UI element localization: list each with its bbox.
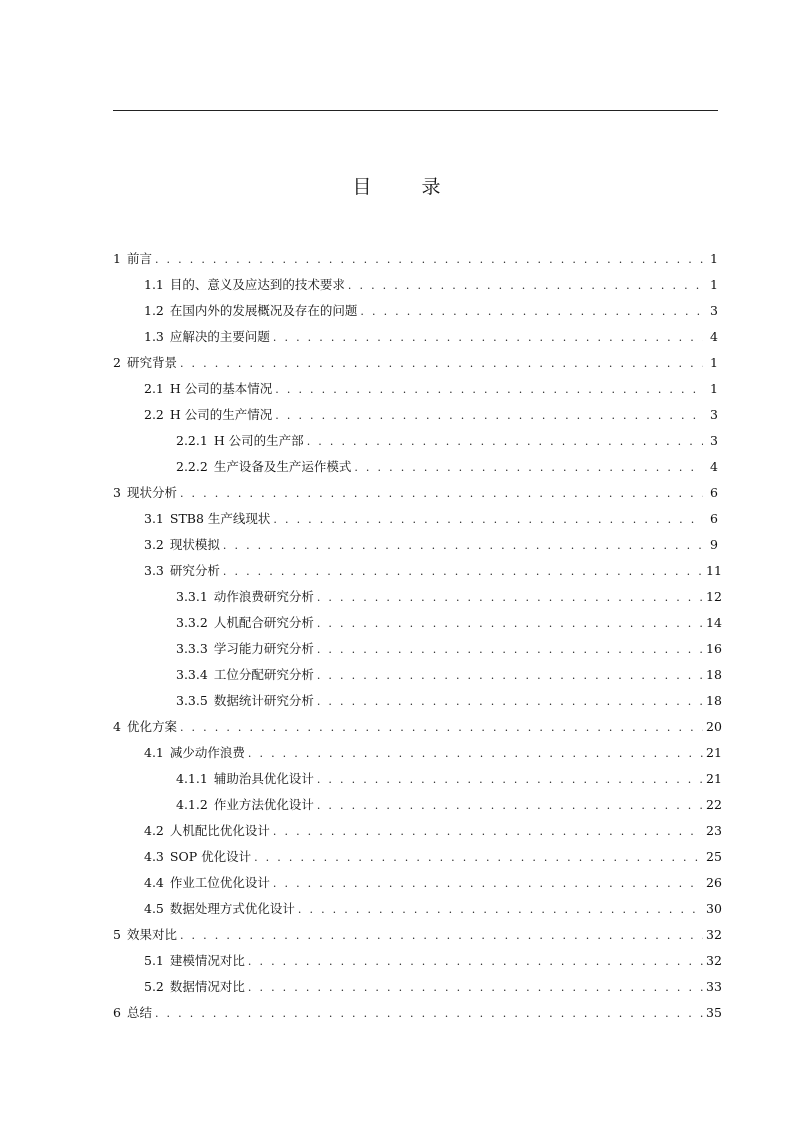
toc-entry-number: 5.2 [144,979,164,994]
toc-leader-dots [317,689,703,715]
toc-entry[interactable] [113,402,718,428]
toc-entry-label [113,714,177,740]
table-of-contents [113,246,722,1026]
toc-page-number: 26 [706,875,722,890]
toc-entry-number: 4.2 [144,823,164,838]
toc-entry-number: 1.1 [144,277,164,292]
toc-leader-dots [360,299,703,325]
toc-page-number: 6 [710,485,718,500]
toc-entry-number: 5.1 [144,953,164,968]
toc-entry[interactable] [113,844,722,870]
toc-entry-label [176,584,314,610]
toc-page-number: 21 [706,745,722,760]
toc-entry[interactable] [113,662,722,688]
toc-entry[interactable] [113,948,722,974]
toc-entry[interactable] [113,532,718,558]
toc-leader-dots [248,741,703,767]
toc-entry-text: 总结 [126,1005,152,1020]
toc-entry[interactable] [113,376,718,402]
toc-page-number: 3 [710,407,718,422]
toc-leader-dots [155,1001,703,1027]
toc-entry-label [144,272,345,298]
toc-leader-dots [298,897,703,923]
toc-entry-number: 2.1 [144,381,164,396]
toc-page-number: 6 [710,511,718,526]
toc-entry[interactable] [113,818,722,844]
toc-leader-dots [275,377,703,403]
toc-entry-label [144,558,220,584]
toc-entry[interactable] [113,766,722,792]
toc-entry[interactable] [113,792,722,818]
toc-page-number: 23 [706,823,722,838]
toc-entry[interactable] [113,688,722,714]
toc-entry-text: 工位分配研究分析 [213,667,314,682]
toc-page-number: 3 [710,433,718,448]
toc-entry-label [144,818,270,844]
toc-entry-number: 6 [113,1005,121,1020]
toc-leader-dots [317,585,703,611]
toc-page-number: 30 [706,901,722,916]
toc-page-number: 32 [706,927,722,942]
toc-leader-dots [317,611,703,637]
toc-entry-label [144,948,245,974]
toc-entry-text: 现状分析 [126,485,177,500]
toc-entry-text: 作业方法优化设计 [213,797,314,812]
toc-entry-number: 3.3.2 [176,615,208,630]
toc-entry-label [144,896,295,922]
toc-leader-dots [180,481,703,507]
toc-entry-label [144,844,251,870]
toc-entry-number: 3.1 [144,511,164,526]
toc-entry-text: 数据统计研究分析 [213,693,314,708]
toc-entry-label [113,922,177,948]
toc-entry[interactable] [113,1000,722,1026]
toc-page-number: 4 [710,459,718,474]
toc-page-number: 1 [710,277,718,292]
toc-entry-number: 3.3.3 [176,641,208,656]
toc-entry[interactable] [113,480,718,506]
toc-entry-number: 4.1.1 [176,771,208,786]
toc-page-number: 14 [706,615,722,630]
toc-entry-number: 3.3 [144,563,164,578]
toc-leader-dots [317,663,703,689]
toc-entry-number: 1.3 [144,329,164,344]
toc-leader-dots [275,403,703,429]
page-title: 目 录 [352,176,463,198]
toc-entry-text: 在国内外的发展概况及存在的问题 [169,303,358,318]
toc-page-number: 4 [710,329,718,344]
toc-page-number: 1 [710,355,718,370]
toc-entry-label [176,766,314,792]
toc-entry-text: 目的、意义及应达到的技术要求 [169,277,345,292]
toc-entry-number: 3.3.4 [176,667,208,682]
toc-entry-label [144,506,270,532]
toc-entry-number: 2 [113,355,121,370]
toc-entry-text: 动作浪费研究分析 [213,589,314,604]
toc-page-number: 25 [706,849,722,864]
toc-entry-number: 1.2 [144,303,164,318]
toc-entry[interactable] [113,896,722,922]
toc-entry-label [176,792,314,818]
toc-entry-label [176,454,351,480]
toc-entry-label [113,246,152,272]
toc-entry-number: 4.3 [144,849,164,864]
toc-entry[interactable] [113,922,722,948]
toc-entry-number: 3 [113,485,121,500]
toc-entry-label [113,480,177,506]
toc-page-number: 1 [710,381,718,396]
toc-entry[interactable] [113,870,722,896]
toc-entry[interactable] [113,324,718,350]
toc-entry-text: 辅助治具优化设计 [213,771,314,786]
toc-entry-label [113,350,177,376]
toc-entry[interactable] [113,610,722,636]
toc-entry-label [144,974,245,1000]
toc-entry-text: SOP 优化设计 [169,849,252,864]
toc-entry-text: 现状模拟 [169,537,220,552]
toc-entry-text: 人机配比优化设计 [169,823,270,838]
toc-page-number: 12 [706,589,722,604]
toc-entry-number: 4.1 [144,745,164,760]
header-rule [113,110,718,111]
toc-entry-label [144,870,270,896]
toc-entry-text: STB8 生产线现状 [169,511,271,526]
toc-leader-dots [155,247,703,273]
toc-entry-number: 3.3.5 [176,693,208,708]
toc-entry-text: 减少动作浪费 [169,745,245,760]
toc-entry-text: 优化方案 [126,719,177,734]
toc-entry-text: 效果对比 [126,927,177,942]
toc-page-number: 35 [706,1005,722,1020]
toc-entry[interactable] [113,974,722,1000]
toc-entry[interactable] [113,740,722,766]
toc-entry-number: 4.5 [144,901,164,916]
toc-leader-dots [180,351,703,377]
toc-entry-text: 人机配合研究分析 [213,615,314,630]
toc-page-number: 33 [706,979,722,994]
toc-page-number: 18 [706,667,722,682]
toc-leader-dots [223,559,703,585]
toc-entry-label [176,610,314,636]
toc-leader-dots [248,975,703,1001]
toc-entry-text: H 公司的基本情况 [169,381,273,396]
toc-entry-text: 作业工位优化设计 [169,875,270,890]
toc-leader-dots [348,273,703,299]
toc-page-number: 32 [706,953,722,968]
toc-entry-label [176,636,314,662]
toc-leader-dots [307,429,703,455]
toc-entry-label [113,1000,152,1026]
toc-entry[interactable] [113,298,718,324]
toc-entry[interactable] [113,636,722,662]
toc-entry-label [144,298,357,324]
toc-leader-dots [273,325,703,351]
toc-entry-number: 4.1.2 [176,797,208,812]
toc-entry-text: 数据情况对比 [169,979,245,994]
toc-entry[interactable] [113,714,722,740]
toc-entry-number: 4.4 [144,875,164,890]
toc-page-number: 20 [706,719,722,734]
toc-entry-text: 应解决的主要问题 [169,329,270,344]
toc-entry-text: 研究分析 [169,563,220,578]
toc-leader-dots [180,923,703,949]
toc-entry-number: 2.2.1 [176,433,208,448]
toc-page-number: 16 [706,641,722,656]
toc-leader-dots [180,715,703,741]
toc-entry-label [144,376,272,402]
toc-page-number: 11 [706,563,722,578]
toc-page-number: 21 [706,771,722,786]
toc-entry[interactable] [113,584,722,610]
toc-entry[interactable] [113,272,718,298]
toc-entry-label [176,688,314,714]
toc-leader-dots [317,793,703,819]
toc-entry-number: 1 [113,251,121,266]
toc-entry[interactable] [113,506,718,532]
toc-leader-dots [254,845,703,871]
toc-leader-dots [317,767,703,793]
toc-entry[interactable] [113,428,718,454]
toc-entry-label [144,402,272,428]
toc-entry-text: 生产设备及生产运作模式 [213,459,352,474]
toc-entry-text: 研究背景 [126,355,177,370]
toc-entry-text: 建模情况对比 [169,953,245,968]
toc-page-number: 22 [706,797,722,812]
toc-entry-text: H 公司的生产情况 [169,407,273,422]
toc-entry-label [144,532,220,558]
toc-entry-label [176,428,304,454]
toc-leader-dots [273,871,703,897]
toc-entry-number: 5 [113,927,121,942]
toc-entry-number: 3.3.1 [176,589,208,604]
toc-entry-label [176,662,314,688]
toc-entry-label [144,740,245,766]
toc-leader-dots [273,819,703,845]
toc-entry[interactable] [113,454,718,480]
toc-page-number: 18 [706,693,722,708]
toc-entry-text: 前言 [126,251,152,266]
toc-entry-number: 4 [113,719,121,734]
toc-leader-dots [248,949,703,975]
toc-entry-number: 2.2.2 [176,459,208,474]
toc-leader-dots [317,637,703,663]
toc-entry[interactable] [113,350,718,376]
toc-entry-number: 2.2 [144,407,164,422]
toc-entry-text: 数据处理方式优化设计 [169,901,295,916]
toc-entry-text: H 公司的生产部 [213,433,304,448]
toc-entry[interactable] [113,558,722,584]
toc-page-number: 9 [710,537,718,552]
toc-entry-text: 学习能力研究分析 [213,641,314,656]
toc-leader-dots [273,507,703,533]
toc-entry[interactable] [113,246,718,272]
toc-page-number: 1 [710,251,718,266]
toc-leader-dots [223,533,703,559]
toc-page-number: 3 [710,303,718,318]
toc-leader-dots [354,455,703,481]
toc-entry-label [144,324,270,350]
toc-entry-number: 3.2 [144,537,164,552]
